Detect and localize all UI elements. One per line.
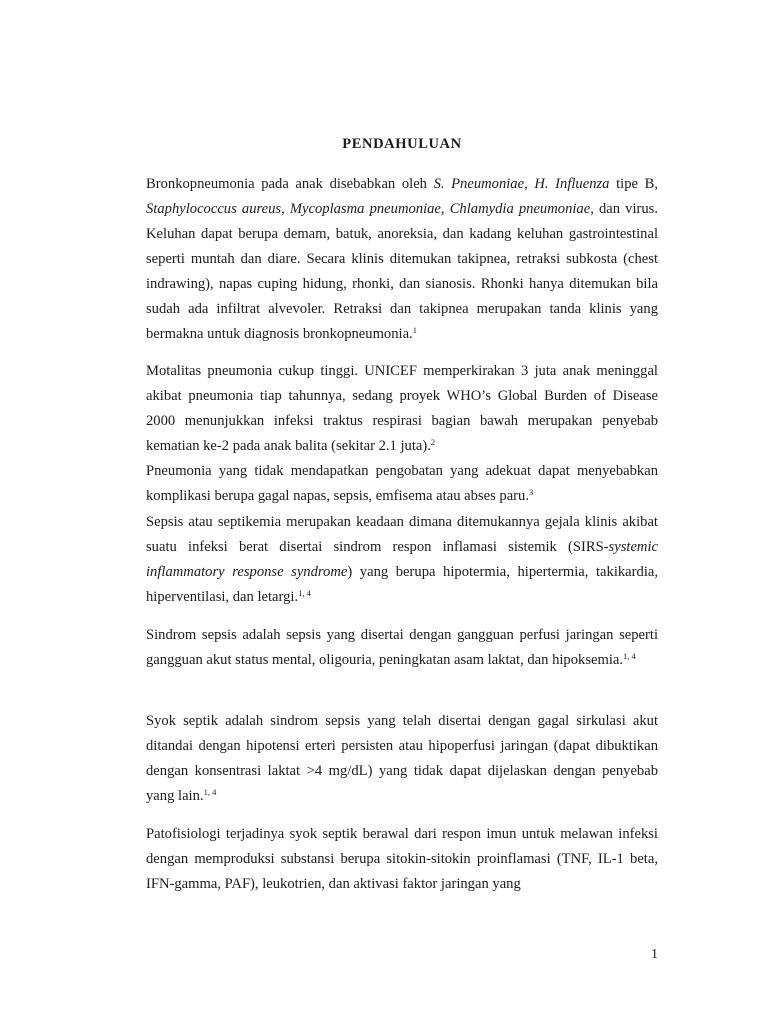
paragraph-sepsis xyxy=(146,510,658,610)
text-run: ) yang berupa hipotermia, hipertermia, takikardia, hiperventilasi, dan letargi. xyxy=(146,564,658,605)
text-run: Pneumonia yang tidak mendapatkan pengobatan yang adekuat dapat menyebabkan komplikasi berupa gagal napas, sepsis, emfisema atau abses paru. xyxy=(146,463,658,504)
text-run: Bronkopneumonia pada anak disebabkan oleh xyxy=(146,176,434,192)
italic-term: Chlamydia pneumoniae xyxy=(449,201,591,217)
text-run: , dan virus. Keluhan dapat berupa demam, batuk, anoreksia, dan kadang keluhan gastrointestinal seperti muntah dan diare. Secara klinis ditemukan takipnea, retraksi subkosta (chest indrawing), napas cuping hidung, rhonki, dan sianosis. Rhonki hanya ditemukan bila sudah ada infiltrat alvevoler. Retraksi dan takipnea merupakan tanda klinis yang bermakna untuk diagnosis bronkopneumonia. xyxy=(146,201,659,342)
citation-superscript: 1 xyxy=(412,325,417,335)
page-heading: PENDAHULUAN xyxy=(342,136,462,152)
citation-superscript: 3 xyxy=(528,487,534,497)
paragraph-bronkopneumonia xyxy=(146,172,658,347)
citation-superscript: 1, 4 xyxy=(623,651,636,661)
italic-term: Staphylococcus aureus xyxy=(146,201,282,217)
paragraph-mortalitas xyxy=(146,359,658,459)
text-run: , xyxy=(524,176,535,192)
text-run: , xyxy=(440,201,450,217)
text-run: , xyxy=(281,201,290,217)
paragraph-sindrom-sepsis xyxy=(146,623,658,673)
italic-term: systemic inflammatory response syndrome xyxy=(146,539,658,580)
text-run: Syok septik adalah sindrom sepsis yang telah disertai dengan gagal sirkulasi akut ditandai dengan hipotensi erteri persisten atau hipoperfusi jaringan (dapat dibuktikan dengan konsentrasi laktat >4 mg/dL) yang tidak dapat dijelaskan dengan penyebab yang lain. xyxy=(146,713,658,804)
text-run: Motalitas pneumonia cukup tinggi. UNICEF memperkirakan 3 juta anak meninggal akibat pneumonia tiap tahunnya, sedang proyek WHO’s Global Burden of Disease 2000 menunjukkan infeksi traktus respirasi bagian bawah merupakan penyebab kematian ke-2 pada anak balita (sekitar 2.1 juta). xyxy=(146,363,658,454)
text-run: tipe B, xyxy=(609,176,658,192)
page-number: 1 xyxy=(651,947,658,962)
text-run: Sindrom sepsis adalah sepsis yang disertai dengan gangguan perfusi jaringan seperti gangguan akut status mental, oligouria, peningkatan asam laktat, dan hipoksemia. xyxy=(146,627,658,668)
paragraph-patofisiologi xyxy=(146,822,658,897)
paragraph-komplikasi-pneumonia xyxy=(146,459,658,509)
paragraph-syok-septik xyxy=(146,709,658,809)
text-run: Sepsis atau septikemia merupakan keadaan dimana ditemukannya gejala klinis akibat suatu infeksi berat disertai sindrom respon inflamasi sistemik (SIRS- xyxy=(146,514,658,555)
citation-superscript: 1, 4 xyxy=(298,588,311,598)
italic-term: H. Influenza xyxy=(534,176,610,192)
italic-term: S. Pneumoniae xyxy=(433,176,525,192)
text-run: Patofisiologi terjadinya syok septik berawal dari respon imun untuk melawan infeksi dengan memproduksi substansi berupa sitokin-sitokin proinflamasi (TNF, IL-1 beta, IFN-gamma, PAF), leukotrien, dan aktivasi faktor jaringan yang xyxy=(146,826,658,892)
italic-term: Mycoplasma pneumoniae xyxy=(289,201,441,217)
citation-superscript: 2 xyxy=(430,437,436,447)
citation-superscript: 1, 4 xyxy=(203,787,217,797)
